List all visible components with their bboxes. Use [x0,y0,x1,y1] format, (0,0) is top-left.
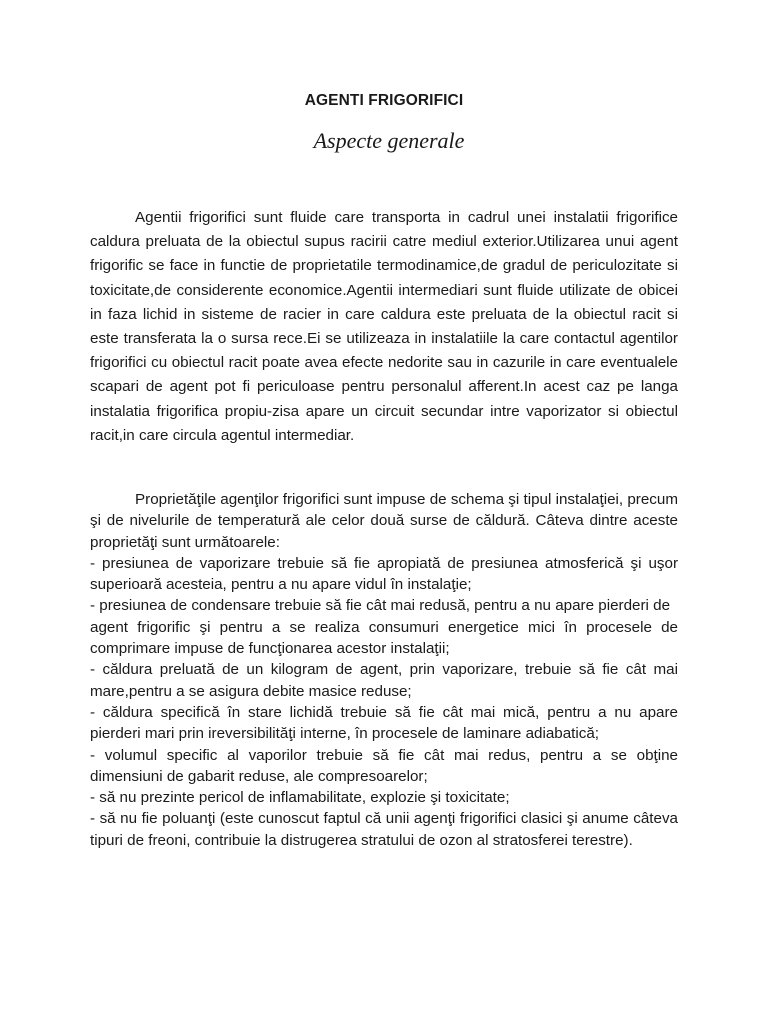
list-item: - presiunea de condensare trebuie să fie cât mai redusă, pentru a nu apare pierderi de [90,597,671,615]
list-item: - căldura preluată de un kilogram de agent, prin vaporizare, trebuie să fie cât mai mare,pentru a se asigura debite masice reduse; [90,661,678,700]
paragraph-agents-definition: Agentii frigorifici sunt fluide care transporta in cadrul unei instalatii frigorifice caldura preluata de la obiectul supus racirii catre mediul exterior.Utilizarea unui agent frigorific se face in functie de proprietatile termodinamice,de gradul de periculozitate si toxicitate,de considerente economice.Agentii intermediari sunt fluide utilizate de obicei in faza lichid in sisteme de racier in care caldura este preluata de la obiectul racit si este transferata la o sursa rece.Ei se utilizeaza in instalatiile la care contactul agentilor frigorifici cu obiectul racit poate avea efecte nedorite sau in cazurile in care eventualele scapari de agent pot fi periculoase pentru personalul afferent.In acest caz pe langa instalatia frigorifica propiu-zisa apare un circuit secundar intre vaporizator si obiectul racit,in care circula agentul intermediar. [90,209,678,444]
paragraph-properties [90,489,678,851]
document-subtitle: Aspecte generale [313,128,465,153]
properties-intro: Proprietăţile agenţilor frigorifici sunt impuse de schema şi tipul instalaţiei, precum şi de nivelurile de temperatură ale celor două surse de căldură. Câteva dintre aceste proprietăţi sunt următoarele: [90,491,678,551]
list-item: - căldura specifică în stare lichidă trebuie să fie cât mai mică, pentru a nu apare pierderi mari prin ireversibilităţi interne, în procesele de laminare adiabatică; [90,703,678,743]
document-title: AGENTI FRIGORIFICI [304,92,464,109]
list-item: - presiunea de vaporizare trebuie să fie apropiată de presiunea atmosferică şi uşor superioară acesteia, pentru a nu apare vidul în instalaţie; [90,554,678,594]
list-item: - să nu fie poluanţi (este cunoscut faptul că unii agenţi frigorifici clasici şi anume câteva tipuri de freoni, contribuie la distrugerea stratului de ozon al stratosferei terestre). [90,810,678,849]
list-item: - să nu prezinte pericol de inflamabilitate, explozie şi toxicitate; [90,789,510,807]
list-item: agent frigorific şi pentru a se realiza consumuri energetice mici în procesele de comprimare impuse de funcţionarea acestor instalaţii; [90,618,678,658]
list-item: - volumul specific al vaporilor trebuie să fie cât mai redus, pentru a se obţine dimensiuni de gabarit reduse, ale compresoarelor; [90,746,678,785]
